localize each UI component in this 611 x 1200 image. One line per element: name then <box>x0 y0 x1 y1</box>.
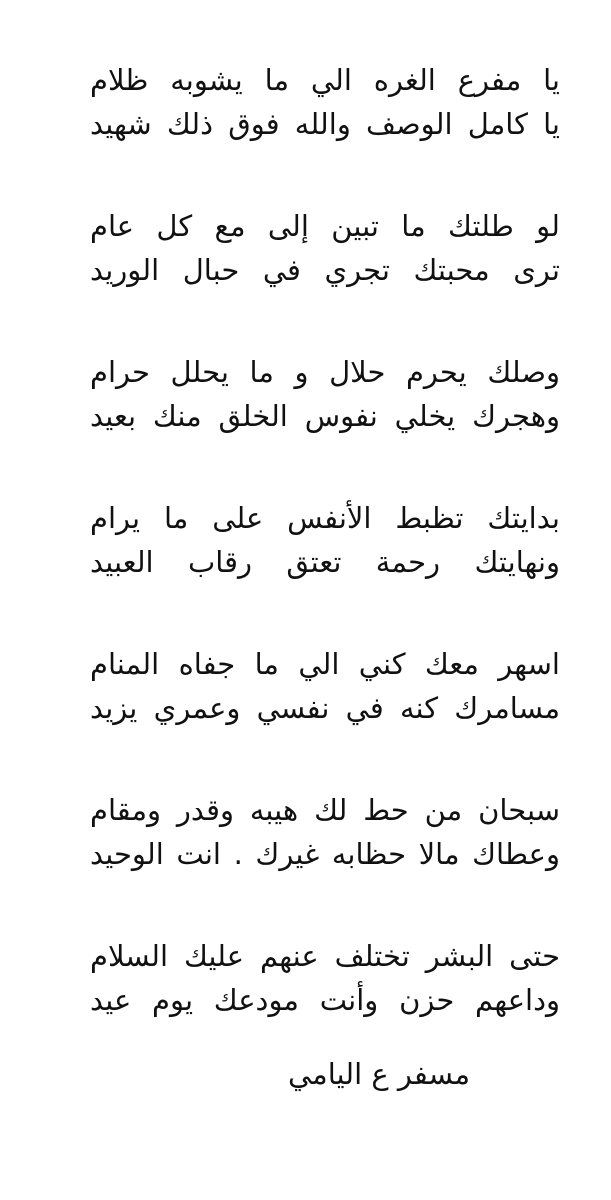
verse-line: وعطاك مالا حظابه غيرك . انت الوحيد <box>90 837 560 871</box>
verse-line: بدايتك تظبط الأنفس على ما يرام <box>90 501 560 535</box>
verse-line: وصلك يحرم حلال و ما يحلل حرام <box>90 355 560 389</box>
verse-line: ترى محبتك تجري في حبال الوريد <box>90 253 560 287</box>
verse-line: يا كامل الوصف والله فوق ذلك شهيد <box>90 107 560 141</box>
stanza-1 <box>90 58 560 146</box>
poem-body <box>90 58 560 1080</box>
stanza-6 <box>90 788 560 876</box>
verse-line: سبحان من حط لك هيبه وقدر ومقام <box>90 793 560 827</box>
poet-signature: مسفر ع اليامي <box>287 1057 470 1091</box>
stanza-2 <box>90 204 560 292</box>
verse-line: اسهر معك كني الي ما جفاه المنام <box>90 647 560 681</box>
verse-line: يا مفرع الغره الي ما يشوبه ظلام <box>90 63 560 97</box>
verse-line: وهجرك يخلي نفوس الخلق منك بعيد <box>90 399 560 433</box>
stanza-3 <box>90 350 560 438</box>
verse-line: وداعهم حزن وأنت مودعك يوم عيد <box>90 983 560 1017</box>
stanza-5 <box>90 642 560 730</box>
verse-line: مسامرك كنه في نفسي وعمري يزيد <box>90 691 560 725</box>
stanza-7 <box>90 934 560 1022</box>
verse-line: حتى البشر تختلف عنهم عليك السلام <box>90 939 560 973</box>
stanza-4 <box>90 496 560 584</box>
verse-line: لو طلتك ما تبين إلى مع كل عام <box>90 209 560 243</box>
verse-line: ونهايتك رحمة تعتق رقاب العبيد <box>90 545 560 579</box>
